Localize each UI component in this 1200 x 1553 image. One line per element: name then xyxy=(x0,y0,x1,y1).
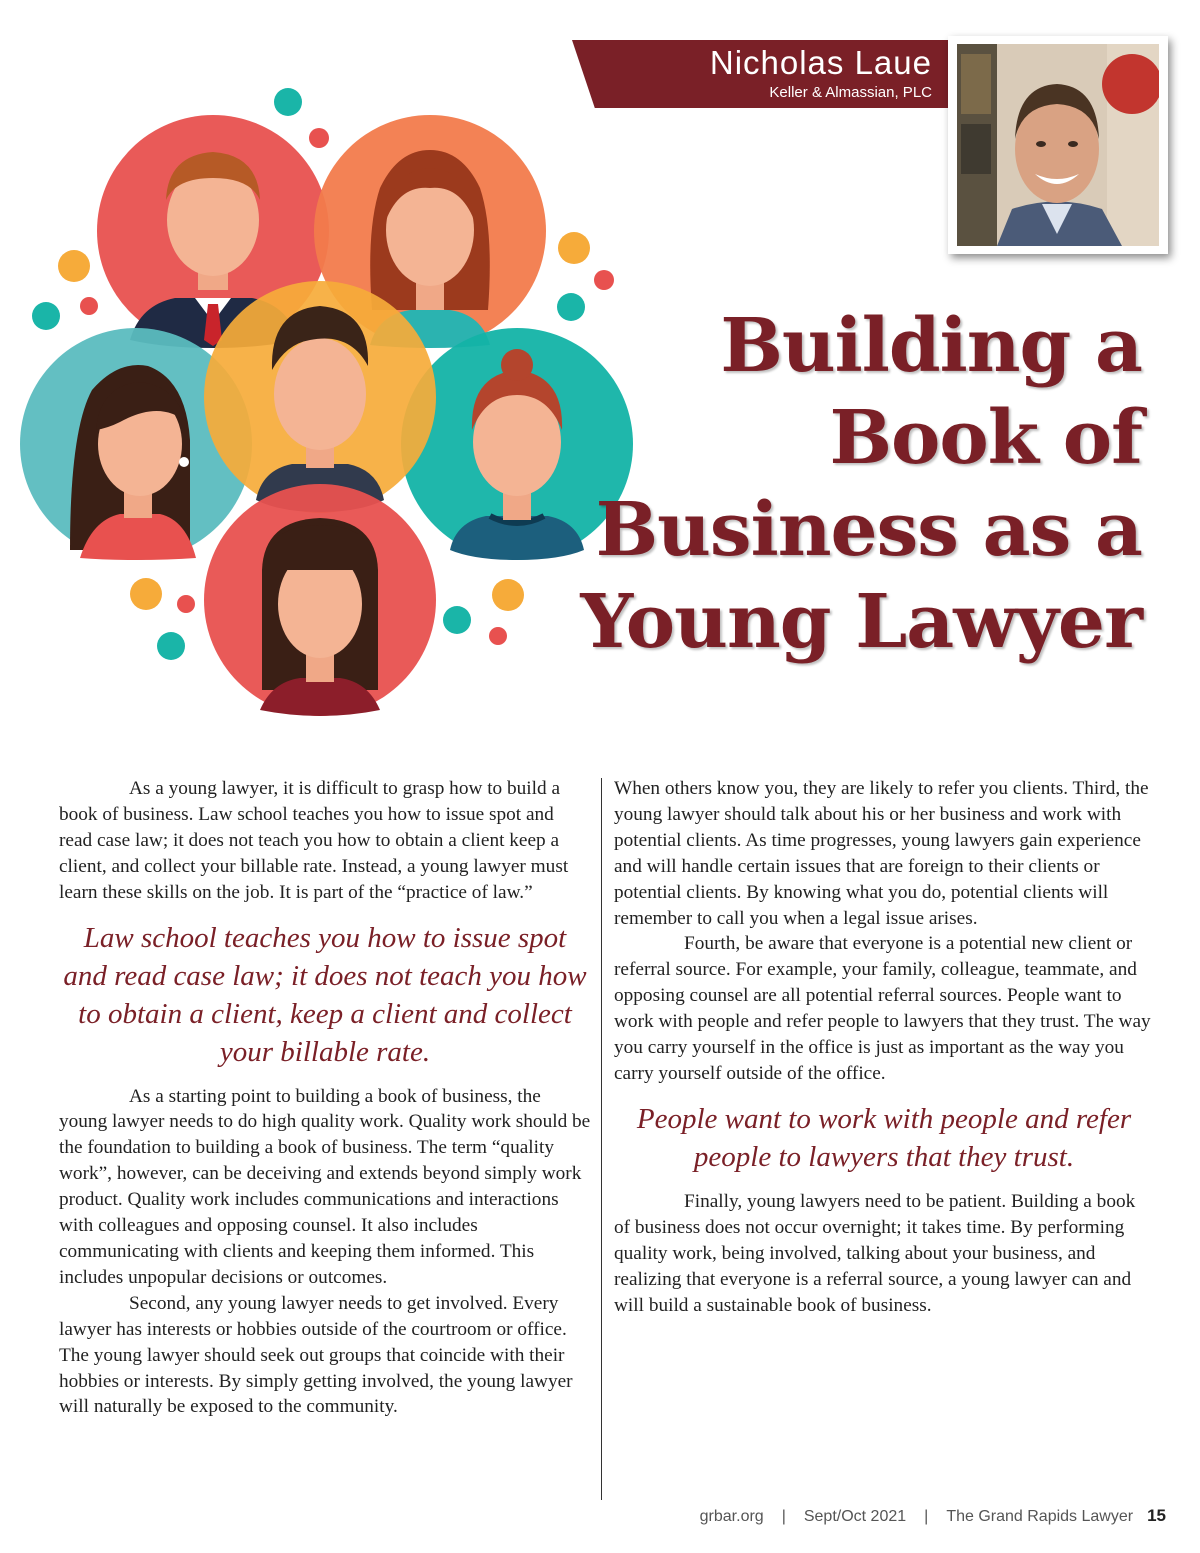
footer-site: grbar.org xyxy=(699,1508,764,1525)
paragraph: As a young lawyer, it is difficult to grasp how to build a book of business. Law school teaches you how to issue spot and read case law; it does not teach you how to obtain a client keep a client, and collect your billable rate. Instead, a young lawyer must learn these skills on the job. It is part of the “practice of law.” xyxy=(59,778,569,903)
title-line: Business as a xyxy=(595,487,1142,573)
article-column-left xyxy=(59,776,591,1420)
dot-icon xyxy=(274,88,302,116)
person-woman-bangs-icon xyxy=(204,484,436,716)
pull-quote: People want to work with people and refer people to lawyers that they trust. xyxy=(636,1102,1132,1173)
author-firm: Keller & Almassian, PLC xyxy=(769,84,932,101)
author-name: Nicholas Laue xyxy=(709,44,932,81)
paragraph: Second, any young lawyer needs to get involved. Every lawyer has interests or hobbies outside of the courtroom or office. The young lawyer should seek out groups that coincide with their hobbies or interests. By simply getting involved, the young lawyer will naturally be exposed to the community. xyxy=(59,1292,573,1418)
title-line: Young Lawyer xyxy=(580,579,1142,665)
page-footer: grbar.org | Sept/Oct 2021 | The Grand Rapids Lawyer 15 xyxy=(699,1506,1166,1525)
paragraph: As a starting point to building a book of business, the young lawyer needs to do high quality work. Quality work should be the foundation to building a book of business. The term “quality work”, however, can be deceiving and extends beyond simply work product. Quality work includes communications and interactions with colleagues and opposing counsel. It also includes communicating with clients and keeping them informed. This includes unpopular decisions or outcomes. xyxy=(59,1085,591,1288)
title-line: Book of xyxy=(829,395,1142,481)
paragraph: Fourth, be aware that everyone is a potential new client or referral source. For example, your family, colleague, teammate, and opposing counsel are all potential referral sources. People want to work with people and refer people to lawyers that they trust. The way you carry yourself in the office is just as important as the way you carry yourself outside of the office. xyxy=(614,933,1151,1084)
column-divider xyxy=(601,778,602,1500)
people-network-illustration xyxy=(0,70,640,730)
author-photo xyxy=(948,36,1168,254)
footer-issue: Sept/Oct 2021 xyxy=(803,1508,907,1525)
footer-publication: The Grand Rapids Lawyer xyxy=(946,1508,1134,1525)
article-column-right xyxy=(614,776,1154,1318)
article-title xyxy=(580,300,1142,668)
pull-quote: Law school teaches you how to issue spot and read case law; it does not teach you how to obtain a client, keep a client and collect your billable rate. xyxy=(63,921,587,1068)
paragraph: When others know you, they are likely to refer you clients. Third, the young lawyer should talk about his or her business and work with potential clients. As time progresses, young lawyers gain experience and will handle certain issues that are foreign to their clients or potential clients. By knowing what you do, potential clients will remember to call you when a legal issue arises. xyxy=(614,778,1149,929)
paragraph: Finally, young lawyers need to be patient. Building a book of business does not occur overnight; it takes time. By performing quality work, being involved, talking about your business, and realizing that everyone is a referral source, a young lawyer can and will build a sustainable book of business. xyxy=(614,1190,1136,1316)
page-number: 15 xyxy=(1147,1506,1166,1525)
person-man-center-icon xyxy=(204,281,436,513)
title-line: Building a xyxy=(720,303,1142,389)
